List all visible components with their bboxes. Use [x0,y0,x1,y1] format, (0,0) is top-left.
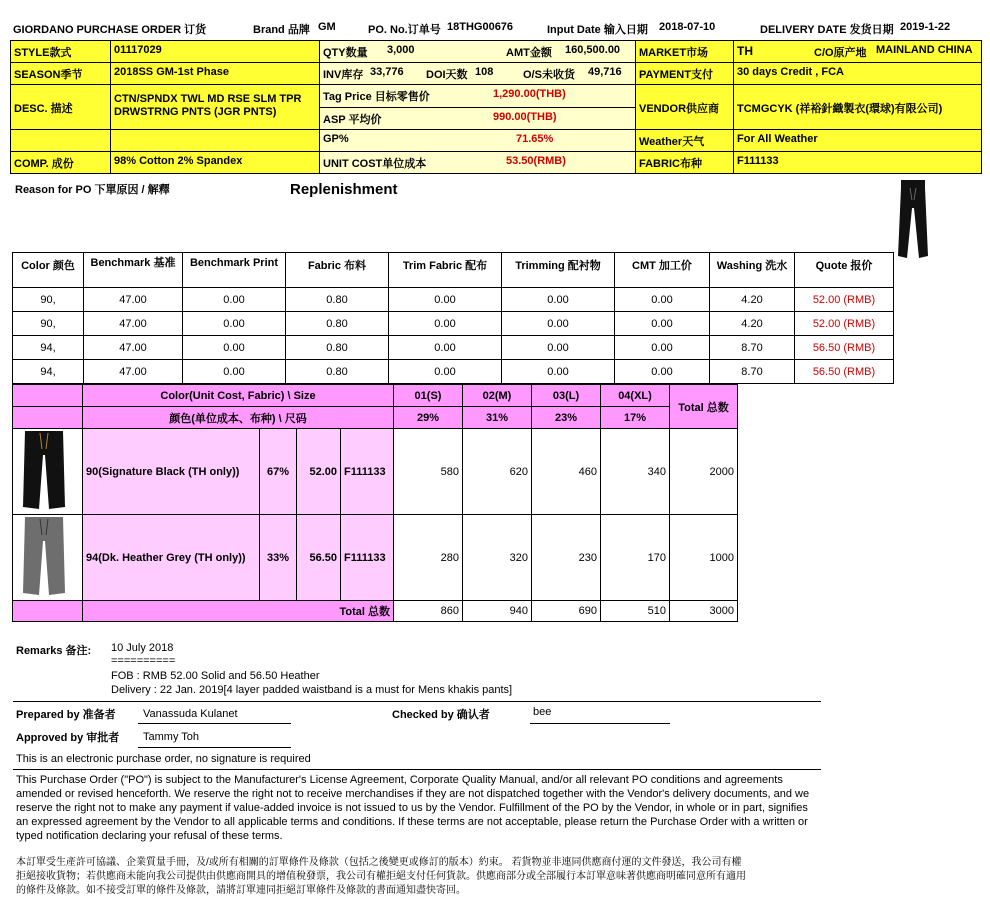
cell-benchmark: 47.00 [84,288,183,312]
color-size-header: Color(Unit Cost, Fabric) \ Size [83,385,394,407]
payment-label: PAYMENT支付 [636,63,734,85]
ratio-m: 31% [463,407,532,429]
input-date-label: Input Date 输入日期 [547,24,648,36]
brand-label: Brand 品牌 [253,24,310,36]
cost-grey: 56.50 [297,515,341,601]
cell-trim-fabric: 0.00 [389,312,502,336]
ratio-s: 29% [394,407,463,429]
size-m: 02(M) [463,385,532,407]
season-value: 2018SS GM-1st Phase [111,63,320,85]
footer-grand-total: 3000 [670,601,738,622]
table-row [13,429,738,515]
cell-benchmark-print: 0.00 [183,360,286,384]
remarks-fob: FOB : RMB 52.00 Solid and 56.50 Heather [111,670,320,682]
desc-value [111,85,320,130]
total-grey: 1000 [670,515,738,601]
cell-quote: 56.50 (RMB) [795,336,894,360]
cell-color: 94, [13,360,84,384]
col-color: Color 颜色 [13,253,84,288]
swatch-grey [13,515,83,601]
os-label: O/S未收货 [523,69,575,81]
cell-benchmark: 47.00 [84,360,183,384]
delivery-date: 2019-1-22 [900,21,951,33]
reason-value: Replenishment [290,181,398,198]
total-header: Total 总数 [670,385,738,429]
cell-color: 90, [13,312,84,336]
po-info-grid [10,40,982,174]
cell-trim-fabric: 0.00 [389,288,502,312]
table-row [13,312,894,336]
electronic-note: This is an electronic purchase order, no signature is required [16,753,311,765]
inv-label: INV库存 [323,69,364,81]
qty-grey-m: 320 [463,515,532,601]
doi-value: 108 [475,66,494,78]
color-size-header-zh: 颜色(单位成本、布种) \ 尺码 [83,407,394,429]
terms-chinese [16,856,826,898]
cell-cmt: 0.00 [615,360,710,384]
input-date: 2018-07-10 [659,21,716,33]
unit-cost-value: 53.50(RMB) [506,155,566,167]
black-pants-image [13,429,76,511]
terms-line: an expressed agreement by the Vendor to all applicable terms and conditions. If these terms are not acceptable, please return the Purchase Order with a written or [16,816,808,828]
qty-black-xl: 340 [601,429,670,515]
terms-line: reserve the right not to make any payment if value-added invoice is not issued to us by the Vendor. Fulfillment of the PO by the Vendor, in whole or in part, signifies [16,802,808,814]
remarks-label: Remarks 备注: [16,645,92,657]
po-label: PO. No.订单号 [368,24,441,36]
amt-label: AMT金额 [506,47,552,59]
size-header-row [13,385,738,407]
table-row [13,288,894,312]
table-row [13,336,894,360]
cost-header-row [13,253,894,288]
co-label: C/O原产地 [814,47,867,59]
os-value: 49,716 [588,66,622,78]
gp-value: 71.65% [516,133,554,145]
size-s: 01(S) [394,385,463,407]
footer-l: 690 [532,601,601,622]
fabric-black: F111133 [341,429,394,515]
grey-pants-image [13,515,76,597]
asp-label: ASP 平均价 [323,114,382,126]
prepared-label: Prepared by 准备者 [16,709,116,721]
tag-value: 1,290.00(THB) [493,88,566,100]
cell-washing: 4.20 [710,312,795,336]
cell-trimming: 0.00 [502,360,615,384]
qty-label: QTY数量 [323,47,368,59]
remarks-separator: ========== [111,655,176,667]
delivery-date-label: DELIVERY DATE 发货日期 [760,24,894,36]
amt-value: 160,500.00 [565,44,621,56]
asp-cell [320,108,636,130]
market-co-cell [734,41,982,63]
cell-quote: 52.00 (RMB) [795,312,894,336]
fabric-label: FABRIC布种 [636,152,734,174]
remarks-date: 10 July 2018 [111,642,174,654]
cell-trimming: 0.00 [502,336,615,360]
cell-fabric: 0.80 [286,312,389,336]
desc-label: DESC. 描述 [11,85,111,130]
cost-breakdown-table [12,252,894,384]
size-l: 03(L) [532,385,601,407]
pct-black: 67% [260,429,297,515]
color-name-black: 90(Signature Black (TH only)) [83,429,260,515]
weather-label: Weather天气 [636,130,734,152]
divider [13,701,821,702]
cell-washing: 8.70 [710,360,795,384]
prepared-underline [138,723,291,724]
pct-grey: 33% [260,515,297,601]
color-name-grey: 94(Dk. Heather Grey (TH only)) [83,515,260,601]
cell-benchmark-print: 0.00 [183,336,286,360]
terms-english [16,773,809,843]
footer-xl: 510 [601,601,670,622]
cost-black: 52.00 [297,429,341,515]
comp-value: 98% Cotton 2% Spandex [111,152,320,174]
total-black: 2000 [670,429,738,515]
col-fabric: Fabric 布料 [286,253,389,288]
approved-underline [138,747,291,748]
cell-cmt: 0.00 [615,336,710,360]
swatch-black [13,429,83,515]
comp-label: COMP. 成份 [11,152,111,174]
footer-m: 940 [463,601,532,622]
terms-zh-line: 的條件及條款。如不接受訂單的條件及條款，請將訂單連同拒絕訂單條件及條款的書面通知盡快寄回。 [16,885,466,896]
col-trimming: Trimming 配衬物 [502,253,615,288]
footer-total-label: Total 总数 [83,601,394,622]
col-benchmark: Benchmark 基准 [84,253,183,288]
cell-trim-fabric: 0.00 [389,360,502,384]
cell-color: 90, [13,288,84,312]
terms-line: This Purchase Order ("PO") is subject to the Manufacturer's License Agreement, Corporate Quality Manual, and/or all relevant PO conditions and agreements [16,774,783,786]
table-row [13,515,738,601]
asp-value: 990.00(THB) [493,111,557,123]
remarks-delivery: Delivery : 22 Jan. 2019[4 layer padded waistband is a must for Mens khakis pants] [111,684,513,696]
blank-cell-1 [11,130,111,152]
desc-line-2: DRWSTRNG PNTS (JGR PNTS) [114,106,277,118]
cell-cmt: 0.00 [615,288,710,312]
market-label: MARKET市场 [636,41,734,63]
cell-fabric: 0.80 [286,336,389,360]
table-row [13,360,894,384]
gp-label: GP% [323,133,349,145]
style-value: 01117029 [111,41,320,63]
col-benchmark-print: Benchmark Print [183,253,286,288]
payment-value: 30 days Credit , FCA [734,63,982,85]
qty-grey-s: 280 [394,515,463,601]
terms-line: amended or revised henceforth. We reserve the right not to receive merchandises if they are not dispatched together with the Vendor's delivery documents, and we [16,788,810,800]
style-label: STYLE款式 [11,41,111,63]
checked-value: bee [533,706,552,718]
vendor-value: TCMGCYK (祥裕針織製衣(環球)有限公司) [734,85,982,130]
footer-s: 860 [394,601,463,622]
tag-price-cell [320,85,636,108]
cell-benchmark: 47.00 [84,336,183,360]
col-quote: Quote 报价 [795,253,894,288]
qty-black-m: 620 [463,429,532,515]
cell-quote: 56.50 (RMB) [795,360,894,384]
cell-color: 94, [13,336,84,360]
checked-underline [530,723,670,724]
cell-washing: 4.20 [710,288,795,312]
ratio-l: 23% [532,407,601,429]
cell-washing: 8.70 [710,336,795,360]
cell-trimming: 0.00 [502,288,615,312]
terms-line: typed notification declaring your refusal of these terms. [16,830,283,842]
weather-value: For All Weather [734,130,982,152]
product-image [895,178,931,262]
unit-cost-cell [320,152,636,174]
inv-value: 33,776 [370,66,404,78]
terms-zh-line: 本訂單受生產許可協議、企業質量手冊，及/或所有相關的訂單條件及條款（包括之後變更或修訂的版本）約束。 若貨物並非連同供應商付運的文件發送，我公司有權 [16,857,742,868]
blank-cell-2 [111,130,320,152]
fabric-grey: F111133 [341,515,394,601]
co-value: MAINLAND CHINA [876,44,973,56]
cell-benchmark: 47.00 [84,312,183,336]
qty-amt-cell [320,41,636,63]
blank-header-cell [13,385,83,407]
inventory-cell [320,63,636,85]
totals-row [13,601,738,622]
col-cmt: CMT 加工价 [615,253,710,288]
cell-fabric: 0.80 [286,360,389,384]
qty-black-s: 580 [394,429,463,515]
brand-value: GM [318,21,336,33]
po-number: 18THG00676 [447,21,514,33]
size-breakdown-table [12,384,738,622]
gp-cell [320,130,636,152]
doi-label: DOI天数 [426,69,468,81]
cell-benchmark-print: 0.00 [183,312,286,336]
cell-quote: 52.00 (RMB) [795,288,894,312]
season-label: SEASON季节 [11,63,111,85]
cell-fabric: 0.80 [286,288,389,312]
size-xl: 04(XL) [601,385,670,407]
col-trim-fabric: Trim Fabric 配布 [389,253,502,288]
tag-label: Tag Price 目标零售价 [323,91,430,103]
blank-header-cell [13,407,83,429]
cell-trim-fabric: 0.00 [389,336,502,360]
size-ratio-row [13,407,738,429]
fabric-value: F111133 [734,152,982,174]
unit-cost-label: UNIT COST单位成本 [323,158,427,170]
checked-label: Checked by 确认者 [392,709,490,721]
prepared-value: Vanassuda Kulanet [143,708,238,720]
cell-benchmark-print: 0.00 [183,288,286,312]
divider [13,769,821,770]
ratio-xl: 17% [601,407,670,429]
reason-label: Reason for PO 下單原因 / 解釋 [15,184,170,196]
market-value: TH [737,44,753,58]
qty-grey-l: 230 [532,515,601,601]
cell-cmt: 0.00 [615,312,710,336]
qty-grey-xl: 170 [601,515,670,601]
terms-zh-line: 拒絕接收貨物；若供應商未能向我公司提供由供應商開具的增值稅發票，我公司有權拒絕支付任何貨款。供應商部分或全部履行本訂單意味著供應商明確同意所有適用 [16,871,746,882]
qty-value: 3,000 [387,44,415,56]
cell-trimming: 0.00 [502,312,615,336]
desc-line-1: CTN/SPNDX TWL MD RSE SLM TPR [114,93,302,105]
blank-footer-cell [13,601,83,622]
approved-label: Approved by 审批者 [16,732,120,744]
qty-black-l: 460 [532,429,601,515]
approved-value: Tammy Toh [143,731,200,743]
col-washing: Washing 洗水 [710,253,795,288]
vendor-label: VENDOR供应商 [636,85,734,130]
company-title: GIORDANO PURCHASE ORDER 订货 [13,24,207,36]
